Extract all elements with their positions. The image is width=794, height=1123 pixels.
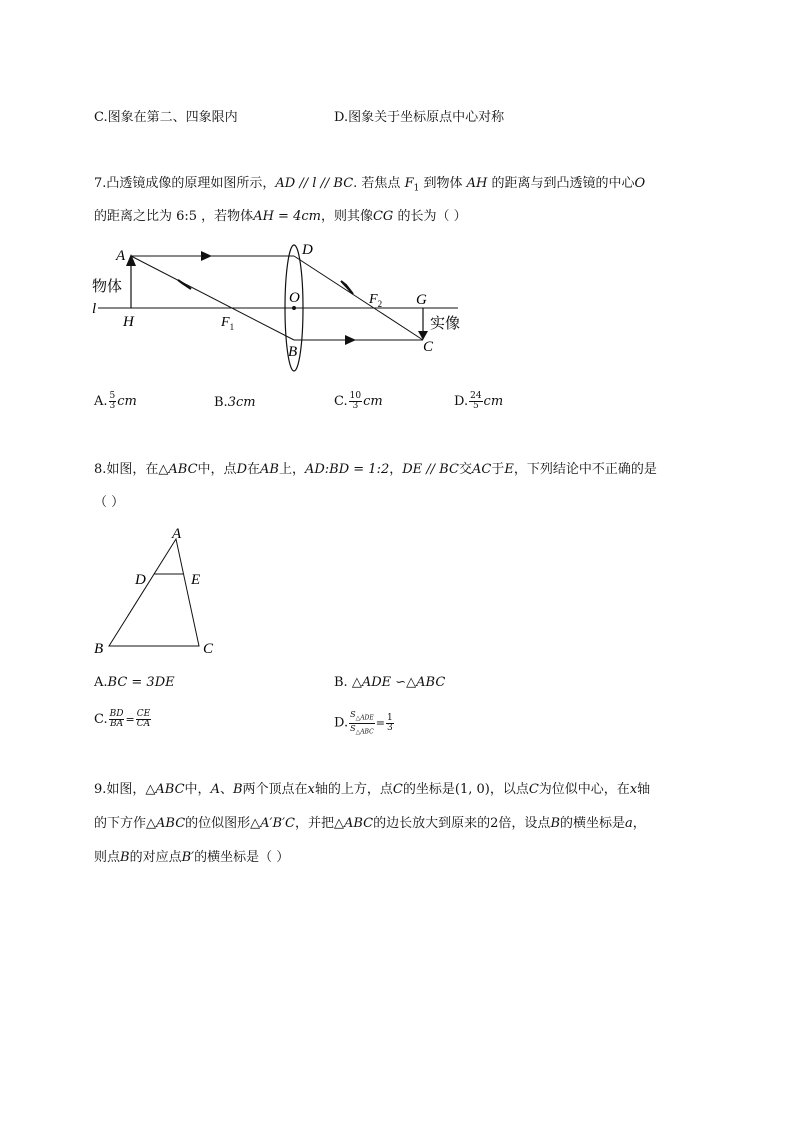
label-c: C [203,641,214,657]
q9-text: 9.如图， [94,782,146,797]
area-sub: △ABC [355,728,374,736]
q7-sub: 1 [413,183,420,194]
label-o: O [289,290,300,306]
q8-math: △ABC [158,462,198,477]
label-l: l [92,301,97,317]
q6-option-c: C.图象在第二、四象限内 [94,110,238,125]
label-real-image: 实像 [430,314,461,332]
ray-bc-arrow [345,335,356,345]
equals: = [375,716,385,730]
unit: cm [117,394,137,409]
triangle-figure [90,522,230,662]
fraction [109,710,125,729]
q9-line1 [94,781,650,799]
q8-text: ， [389,462,403,477]
denominator: 5 [472,401,479,411]
numerator [349,710,375,724]
q7-stem-line2 [94,208,467,226]
q8-option-d [334,710,395,736]
q9-text: ，并把 [294,816,334,831]
opt-label: D. [334,715,349,731]
label-h: H [123,314,134,330]
area-s: S [350,723,356,733]
q8-text: 在 [247,462,261,477]
q9-text: 的横坐标是（ ） [194,850,290,865]
q9-math: C [528,782,539,797]
label-b: B [288,344,298,360]
q8-option-c [94,710,152,729]
q7-option-d [454,392,503,411]
q7-math: O [634,176,646,191]
denominator: 3 [386,722,393,733]
q9-math: a [625,816,633,831]
label-g: G [416,292,427,308]
q9-text: 中， [184,782,211,797]
value: 3cm [227,395,256,410]
label-a: A [172,526,182,542]
unit: cm [363,394,383,409]
denominator: CA [136,719,151,729]
q9-text: 、 [219,782,233,797]
numerator: 1 [386,712,393,723]
denominator [349,724,375,737]
q9-math: B [232,782,243,797]
label-b: B [94,641,104,657]
lens-diagram [88,236,488,381]
q8-text: 交 [458,462,472,477]
opt-math: BC = 3DE [107,675,175,690]
q9-math: C [392,782,403,797]
q9-math: B [550,816,560,831]
opt-label: B. [334,675,352,690]
q8-math: E [504,462,514,477]
q8-answer-paren: （ ） [94,495,125,510]
q8-text: 中，点 [197,462,237,477]
q7-text: 到物体 [419,176,467,191]
q9-math: △A′B′C [250,816,295,831]
opt-label: D. [454,394,469,409]
q7-math: F [404,176,414,191]
q8-math: AD:BD = 1:2 [304,462,390,477]
q9-text: 轴的上方，点 [314,782,393,797]
q9-math: (1, 0) [454,782,490,797]
numerator: 10 [349,391,362,401]
fraction [386,714,394,733]
opt-label: A. [94,675,108,690]
q9-text: 的下方作 [94,816,147,831]
numerator: 5 [109,391,116,401]
denominator: 3 [109,401,116,411]
q9-text: 的边长放大到原来的 [373,816,491,831]
label-d: D [135,572,146,588]
q7-text: 的距离与到凸透镜的中心 [487,176,635,191]
triangle-abc [109,539,199,646]
q9-math: A [210,782,220,797]
q9-math: B′ [181,850,195,865]
q9-math: △ABC [333,816,374,831]
q8-text: 上， [278,462,305,477]
label-d: D [302,242,313,258]
q9-text: 则点 [94,850,121,865]
ray-ab [131,256,294,340]
opt-label: B. [214,395,228,410]
ray-ad-arrow [201,251,212,261]
label-f1: $F_1$ [221,315,235,332]
fraction [349,710,375,736]
q6-option-d: D.图象关于坐标原点中心对称 [334,110,505,125]
q8-text: ，下列结论中不正确的是 [513,462,657,477]
q9-text: ，以点 [489,782,529,797]
opt-math: △ADE ∽△ABC [351,675,446,690]
numerator: 24 [470,391,482,401]
q9-math: x [629,782,638,797]
q8-math: AC [471,462,492,477]
q7-option-a [94,392,137,411]
q8-text: 8.如图，在 [94,462,159,477]
q7-text: ，则其像 [320,209,373,224]
q7-math: AH = 4cm [253,209,321,224]
q7-text: 7.凸透镜成像的原理如图所示， [94,176,276,191]
label-object: 物体 [92,277,123,295]
fraction [469,392,482,411]
q9-text: 的对应点 [129,850,182,865]
q9-text: 的位似图形 [185,816,251,831]
q7-text: . 若焦点 [353,176,405,191]
opt-label: C. [334,394,348,409]
q8-text: 于 [491,462,505,477]
q8-option-b [334,674,445,692]
q7-math: AH [466,176,488,191]
q9-text: 的坐标是 [402,782,455,797]
q7-math: AD // l // BC [275,176,354,191]
q9-line3 [94,849,289,867]
lens-center-dot [292,306,296,310]
fraction [109,392,117,411]
q7-text: 的距离之比为 6:5 ，若物体 [94,209,254,224]
q7-stem-line1 [94,175,645,198]
q7-math: CG [372,209,394,224]
ray-ab-arrow [178,280,191,289]
q9-text: 两个顶点在 [242,782,308,797]
q9-math: △ABC [145,782,185,797]
numerator: CE [136,709,151,719]
q7-option-b [214,394,256,412]
equals: = [125,713,135,726]
q8-math: DE // BC [402,462,459,477]
ray-dc [294,256,423,340]
q9-line2 [94,815,646,833]
numerator: BD [109,709,124,719]
label-a: A [116,248,126,264]
area-sub: △ADE [355,714,374,722]
q8-stem [94,461,657,479]
denominator: 3 [352,401,359,411]
fraction [349,392,362,411]
label-f2: $F_2$ [369,292,383,309]
q9-math: B [120,850,130,865]
label-e: E [191,572,201,588]
q8-math: AB [260,462,279,477]
area-s: S [350,710,356,719]
opt-label: A. [94,394,108,409]
q9-math: x [307,782,315,797]
q9-text: 为位似中心，在 [538,782,630,797]
q9-text: 的横坐标是 [560,816,626,831]
q8-math: D [236,462,247,477]
q9-text: 倍，设点 [498,816,551,831]
denominator: BA [109,719,124,729]
q7-option-c [334,392,383,411]
q9-text: 轴 [637,782,651,797]
label-c: C [423,339,434,355]
q8-option-a [94,674,175,692]
q9-math: △ABC [146,816,186,831]
unit: cm [483,394,504,409]
q7-text: 的长为（ ） [393,209,467,224]
q9-text: ， [632,816,646,831]
q9-math: 2 [490,816,499,831]
opt-label: C. [94,712,108,727]
fraction [136,710,151,729]
